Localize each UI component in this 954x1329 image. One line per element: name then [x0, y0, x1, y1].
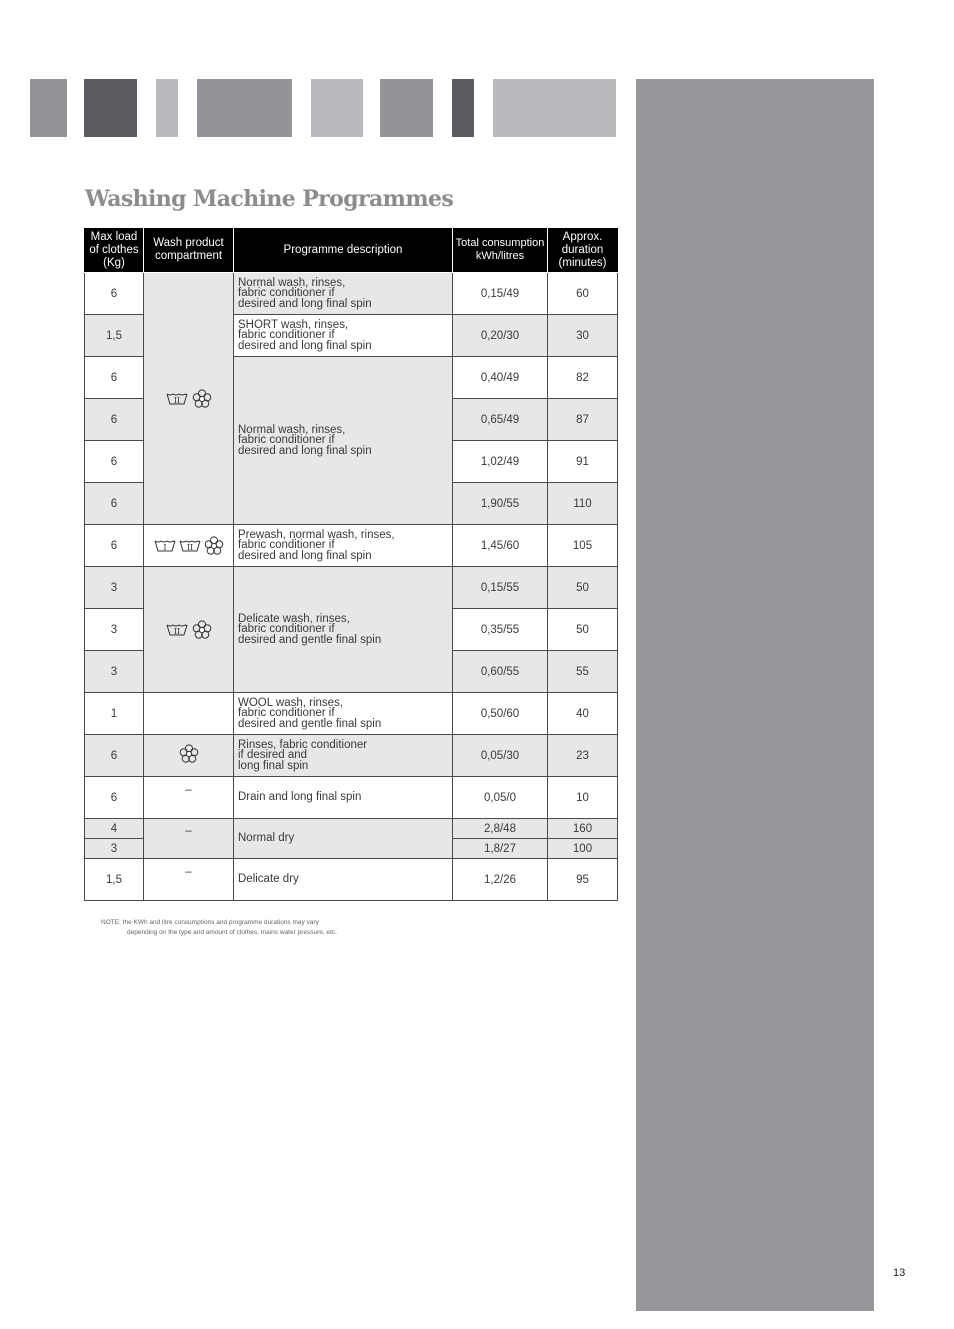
description-cell: Rinses, fabric conditioner if desired and long final spin: [234, 735, 453, 777]
consumption-cell: 1,2/26: [453, 859, 548, 901]
table-row: [85, 525, 618, 567]
duration-cell: 82: [548, 357, 618, 399]
load-cell: 3: [85, 651, 144, 693]
duration-cell: 50: [548, 567, 618, 609]
description-cell: WOOL wash, rinses, fabric conditioner if desired and gentle final spin: [234, 693, 453, 735]
no-compartment-dash: –: [185, 865, 192, 878]
description-cell: SHORT wash, rinses, fabric conditioner if desired and long final spin: [234, 315, 453, 357]
header-description: Programme description: [234, 228, 453, 273]
compartment-cell: [144, 525, 234, 567]
wash-tub-icon: [179, 539, 201, 552]
duration-cell: 160: [548, 819, 618, 839]
duration-cell: 40: [548, 693, 618, 735]
description-cell: Prewash, normal wash, rinses, fabric conditioner if desired and long final spin: [234, 525, 453, 567]
header-consumption: Total consumption kWh/litres: [453, 228, 548, 273]
header-duration: Approx. duration (minutes): [548, 228, 618, 273]
duration-cell: 100: [548, 839, 618, 859]
fabric-conditioner-flower-icon: [179, 744, 199, 764]
fabric-conditioner-flower-icon: [192, 620, 212, 640]
load-cell: 1,5: [85, 859, 144, 901]
consumption-cell: 0,05/0: [453, 777, 548, 819]
consumption-cell: 0,15/49: [453, 273, 548, 315]
description-cell: Delicate dry: [234, 859, 453, 901]
header-block: [30, 79, 67, 137]
header-block: [452, 79, 474, 137]
load-cell: 4: [85, 819, 144, 839]
consumption-cell: 0,40/49: [453, 357, 548, 399]
load-cell: 6: [85, 525, 144, 567]
consumption-cell: 1,45/60: [453, 525, 548, 567]
page-title: Washing Machine Programmes: [85, 186, 454, 212]
load-cell: 3: [85, 609, 144, 651]
description-cell: Normal dry: [234, 819, 453, 859]
header-block: [84, 79, 137, 137]
tub-label: II: [173, 627, 180, 636]
footnote-line: NOTE: the KWh and litre consumptions and programme durations may vary: [101, 919, 319, 926]
wash-tub-icon: [166, 392, 188, 405]
compartment-cell: [144, 819, 234, 859]
header-max-load: Max load of clothes (Kg): [85, 228, 144, 273]
table-row: [85, 735, 618, 777]
load-cell: 1,5: [85, 315, 144, 357]
duration-cell: 23: [548, 735, 618, 777]
compartment-cell: [144, 693, 234, 735]
tub-label: I: [162, 543, 167, 552]
duration-cell: 50: [548, 609, 618, 651]
header-block: [493, 79, 616, 137]
header-block: [156, 79, 178, 137]
footnote: [101, 918, 337, 938]
header-block: [380, 79, 433, 137]
consumption-cell: 1,02/49: [453, 441, 548, 483]
load-cell: 3: [85, 839, 144, 859]
load-cell: 6: [85, 441, 144, 483]
duration-cell: 30: [548, 315, 618, 357]
duration-cell: 55: [548, 651, 618, 693]
consumption-cell: 2,8/48: [453, 819, 548, 839]
side-panel: [636, 79, 874, 1311]
compartment-cell: [144, 273, 234, 525]
table-row: [85, 273, 618, 315]
consumption-cell: 0,65/49: [453, 399, 548, 441]
compartment-cell: [144, 859, 234, 901]
fabric-conditioner-flower-icon: [204, 536, 224, 556]
header-block: [197, 79, 292, 137]
tub-label: II: [173, 396, 180, 405]
consumption-cell: 0,15/55: [453, 567, 548, 609]
header-compartment: Wash product compartment: [144, 228, 234, 273]
table-row: [85, 567, 618, 609]
consumption-cell: 0,35/55: [453, 609, 548, 651]
load-cell: 1: [85, 693, 144, 735]
load-cell: 6: [85, 273, 144, 315]
table-header-row: [85, 228, 618, 273]
duration-cell: 110: [548, 483, 618, 525]
load-cell: 6: [85, 735, 144, 777]
page-number: 13: [893, 1267, 906, 1279]
consumption-cell: 0,05/30: [453, 735, 548, 777]
table-row: [85, 693, 618, 735]
compartment-cell: [144, 735, 234, 777]
load-cell: 6: [85, 399, 144, 441]
tub-label: II: [186, 543, 193, 552]
wash-tub-icon: [166, 623, 188, 636]
duration-cell: 95: [548, 859, 618, 901]
duration-cell: 10: [548, 777, 618, 819]
load-cell: 3: [85, 567, 144, 609]
fabric-conditioner-flower-icon: [192, 389, 212, 409]
consumption-cell: 0,60/55: [453, 651, 548, 693]
prewash-tub-icon: [154, 539, 176, 552]
table-row: [85, 777, 618, 819]
footnote-line: depending on the type and amount of clothes, mains water pressure, etc.: [127, 929, 337, 936]
load-cell: 6: [85, 357, 144, 399]
compartment-cell: [144, 777, 234, 819]
description-cell: Normal wash, rinses, fabric conditioner if desired and long final spin: [234, 357, 453, 525]
load-cell: 6: [85, 777, 144, 819]
table-row: [85, 859, 618, 901]
description-cell: Delicate wash, rinses, fabric conditioner if desired and gentle final spin: [234, 567, 453, 693]
programmes-table: [84, 228, 618, 901]
duration-cell: 60: [548, 273, 618, 315]
consumption-cell: 0,50/60: [453, 693, 548, 735]
description-cell: Drain and long final spin: [234, 777, 453, 819]
no-compartment-dash: –: [185, 783, 192, 796]
consumption-cell: 0,20/30: [453, 315, 548, 357]
description-cell: Normal wash, rinses, fabric conditioner if desired and long final spin: [234, 273, 453, 315]
compartment-cell: [144, 567, 234, 693]
table-row: [85, 819, 618, 839]
header-block: [311, 79, 363, 137]
duration-cell: 87: [548, 399, 618, 441]
duration-cell: 105: [548, 525, 618, 567]
consumption-cell: 1,8/27: [453, 839, 548, 859]
duration-cell: 91: [548, 441, 618, 483]
consumption-cell: 1,90/55: [453, 483, 548, 525]
no-compartment-dash: –: [185, 824, 192, 837]
load-cell: 6: [85, 483, 144, 525]
